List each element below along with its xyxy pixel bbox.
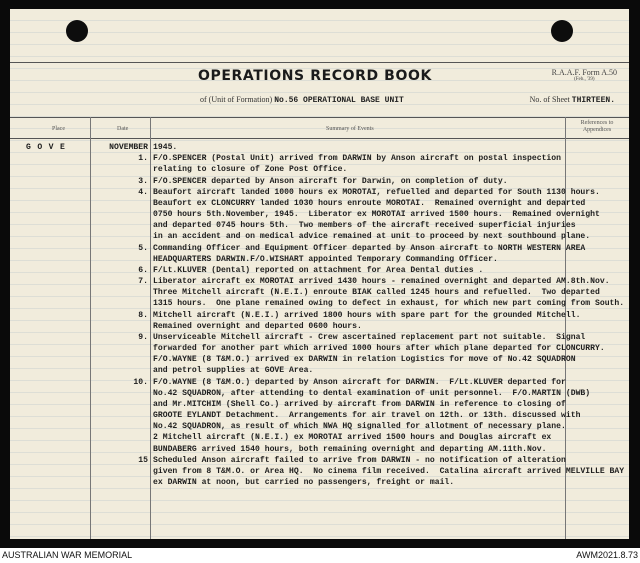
column-header-place: Place bbox=[52, 126, 65, 132]
entry-text: F/O.SPENCER departed by Anson aircraft for Darwin, on completion of duty. bbox=[153, 176, 508, 186]
entry-text: GROOTE EYLANDT Detachment. Arrangements for air travel on 12th. or 13th. discussed with bbox=[153, 411, 581, 421]
unit-name: No.56 OPERATIONAL BASE UNIT bbox=[274, 96, 404, 105]
entry-text: 1315 hours. One plane remained owing to defect in exhaust, for which new part coming from South. bbox=[153, 299, 625, 309]
entry-row bbox=[10, 388, 629, 399]
entry-text: 0750 hours 5th.November, 1945. Liberator ex MOROTAI arrived 1500 hours. Remained overnight bbox=[153, 210, 600, 220]
entry-row bbox=[10, 176, 629, 187]
entry-row bbox=[10, 466, 629, 477]
entry-row bbox=[10, 310, 629, 321]
entry-text: and departed 0745 hours 5th. Two members of the aircraft received superficial injuries bbox=[153, 221, 576, 231]
entry-date: 6. bbox=[138, 265, 148, 275]
entry-row bbox=[10, 365, 629, 376]
header-rule-top bbox=[10, 117, 629, 118]
entry-row bbox=[10, 287, 629, 298]
entry-date: 7. bbox=[138, 277, 148, 287]
entry-row bbox=[10, 432, 629, 443]
entry-text: Beaufort aircraft landed 1000 hours ex MOROTAI, refuelled and departed for South 1130 hours. bbox=[153, 187, 600, 197]
entry-text: Scheduled Anson aircraft failed to arrive from DARWIN - no notification of alteration bbox=[153, 455, 566, 465]
entry-text: No.42 SQUADRON, after attending to dental examination of unit personnel. F/O.MARTIN (DWB) bbox=[153, 388, 591, 398]
entry-text: relating to closure of Zone Post Office. bbox=[153, 165, 348, 175]
entry-date: 15 bbox=[138, 455, 148, 465]
document-title: OPERATIONS RECORD BOOK bbox=[198, 68, 432, 84]
form-date: (Feb., '39) bbox=[574, 77, 595, 82]
form-reference bbox=[552, 68, 617, 82]
entry-text: HEADQUARTERS DARWIN.F/O.WISHART appointed Temporary Commanding Officer. bbox=[153, 254, 498, 264]
entry-row bbox=[10, 444, 629, 455]
entry-text: given from 8 T&M.O. or Area HQ. No cinema film received. Catalina aircraft arrived MELVILLE BAY bbox=[153, 466, 625, 476]
entry-row bbox=[10, 220, 629, 231]
entry-text: F/Lt.KLUVER (Dental) reported on attachment for Area Dental duties . bbox=[153, 265, 484, 275]
entry-row bbox=[10, 477, 629, 488]
entry-date: 4. bbox=[138, 187, 148, 197]
entry-text: ex DARWIN at noon, but carried no passengers, freight or mail. bbox=[153, 478, 455, 488]
entry-text: and Mr.MITCHIM (Shell Co.) arrived by aircraft from DARWIN in reference to closing of bbox=[153, 399, 566, 409]
entry-row bbox=[10, 276, 629, 287]
entry-text: 1945. bbox=[153, 143, 178, 152]
binder-hole-right bbox=[551, 20, 573, 42]
entry-text: Mitchell aircraft (N.E.I.) arrived 1800 hours with spare part for the grounded Mitchell. bbox=[153, 310, 581, 320]
entry-row bbox=[10, 153, 629, 164]
entry-row bbox=[10, 164, 629, 175]
entry-row bbox=[10, 332, 629, 343]
column-header-summary: Summary of Events bbox=[326, 126, 374, 132]
entry-place: G O V E bbox=[26, 143, 66, 152]
form-number: R.A.A.F. Form A.50 bbox=[551, 68, 617, 77]
entry-text: Liberator aircraft ex MOROTAI arrived 1430 hours - remained overnight and departed AM.8th.Nov. bbox=[153, 277, 610, 287]
entry-date: NOVEMBER bbox=[109, 143, 148, 152]
entry-text: No.42 SQUADRON, as result of which NWA HQ signalled for allotment of necessary plane. bbox=[153, 422, 566, 432]
entry-text: F/O.WAYNE (8 T&M.O.) departed by Anson aircraft for DARWIN. F/Lt.KLUVER departed for bbox=[153, 377, 566, 387]
footer-institution: AUSTRALIAN WAR MEMORIAL bbox=[2, 550, 133, 560]
sheet-number: THIRTEEN. bbox=[571, 96, 615, 105]
sheet-label: No. of Sheet bbox=[529, 95, 570, 104]
column-header-references: References to Appendices bbox=[580, 120, 614, 133]
entry-row bbox=[10, 243, 629, 254]
entry-row bbox=[10, 410, 629, 421]
entry-text: Three Mitchell aircraft (N.E.I.) enroute BIAK called 1245 hours and refuelled. Two departed bbox=[153, 288, 600, 298]
unit-line bbox=[200, 95, 404, 105]
footer-accession-number: AWM2021.8.73 bbox=[576, 550, 638, 560]
entry-text: 2 Mitchell aircraft (N.E.I.) ex MOROTAI arrived 1500 hours and Douglas aircraft ex bbox=[153, 433, 552, 443]
entry-row bbox=[10, 298, 629, 309]
entry-text: Commanding Officer and Equipment Officer departed by Anson aircraft to NORTH WESTERN AREA bbox=[153, 243, 586, 253]
entry-text: BUNDABERG arrived 1540 hours, both remaining overnight and departing AM.11th.Nov. bbox=[153, 444, 547, 454]
entry-date: 1. bbox=[138, 154, 148, 164]
entry-row bbox=[10, 187, 629, 198]
entry-row bbox=[10, 377, 629, 388]
entry-date: 9. bbox=[138, 332, 148, 342]
entry-row bbox=[10, 254, 629, 265]
entry-text: F/O.SPENCER (Postal Unit) arrived from DARWIN by Anson aircraft on postal inspection bbox=[153, 154, 561, 164]
entry-row bbox=[10, 209, 629, 220]
entry-text: and petrol supplies at GOVE Area. bbox=[153, 366, 314, 376]
entry-date: 5. bbox=[138, 243, 148, 253]
entry-text: Unserviceable Mitchell aircraft - Crew ascertained replacement part not suitable. Signal bbox=[153, 332, 586, 342]
unit-label: of (Unit of Formation) bbox=[200, 95, 273, 104]
entry-row bbox=[10, 399, 629, 410]
entry-row bbox=[10, 343, 629, 354]
entry-row bbox=[10, 354, 629, 365]
entry-row bbox=[10, 321, 629, 332]
sheet-line bbox=[530, 95, 615, 105]
entry-row bbox=[10, 231, 629, 242]
header-rule-bottom bbox=[10, 138, 629, 139]
entry-date: 10. bbox=[133, 377, 148, 387]
entry-row bbox=[10, 142, 629, 153]
binder-hole-left bbox=[66, 20, 88, 42]
entry-row bbox=[10, 455, 629, 466]
entry-date: 3. bbox=[138, 176, 148, 186]
record-sheet bbox=[10, 9, 629, 539]
entry-text: F/O.WAYNE (8 T&M.O.) arrived ex DARWIN in relation Logistics for move of No.42 SQUADRON bbox=[153, 355, 576, 365]
summary-entries bbox=[10, 142, 629, 488]
entry-date: 8. bbox=[138, 310, 148, 320]
entry-text: Remained overnight and departed 0600 hours. bbox=[153, 321, 362, 331]
entry-text: in an accident and on medical advice remained at unit to proceed by next southbound plane. bbox=[153, 232, 591, 242]
entry-row bbox=[10, 421, 629, 432]
entry-row bbox=[10, 198, 629, 209]
entry-row bbox=[10, 265, 629, 276]
top-rule bbox=[10, 62, 629, 63]
entry-text: forwarded for another part which arrived 1000 hours after which plane departed for CLONCURRY. bbox=[153, 344, 605, 354]
entry-text: Beaufort ex CLONCURRY landed 1030 hours enroute MOROTAI. Remained overnight and departed bbox=[153, 198, 586, 208]
column-header-date: Date bbox=[117, 126, 129, 132]
